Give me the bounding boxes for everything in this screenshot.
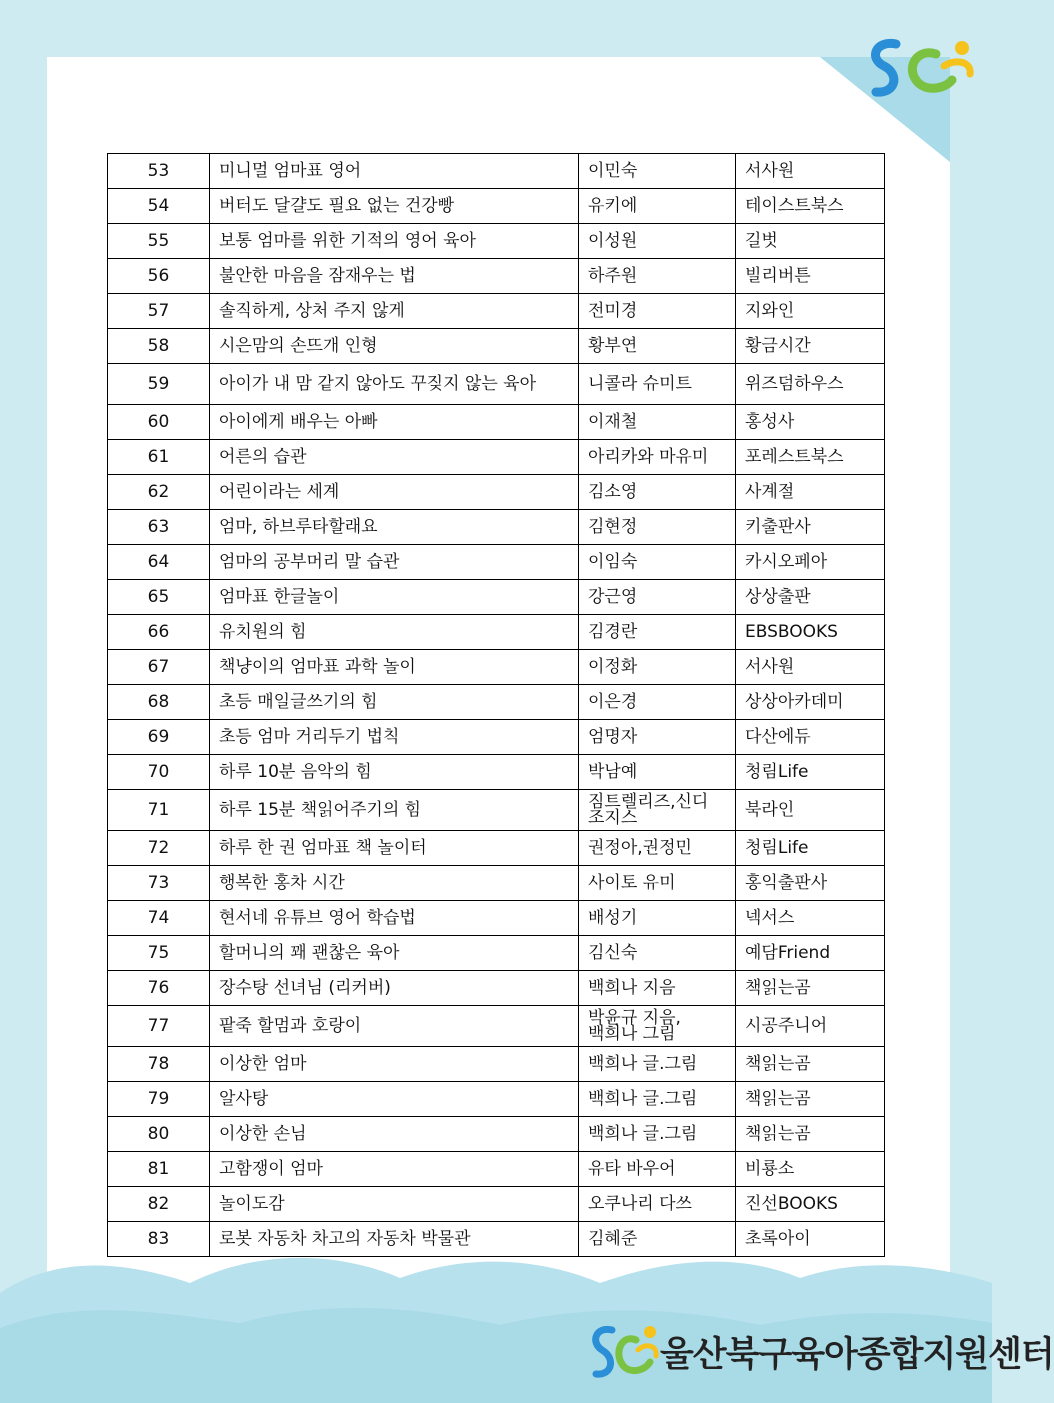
book-publisher-cell: 청림Life — [736, 755, 885, 790]
book-publisher-cell: 서사원 — [736, 154, 885, 189]
table-row — [108, 154, 885, 189]
book-number-cell: 66 — [108, 615, 210, 650]
book-title-cell: 유치원의 힘 — [210, 615, 579, 650]
book-author-cell: 황부연 — [579, 329, 736, 364]
book-title-cell: 책냥이의 엄마표 과학 놀이 — [210, 650, 579, 685]
book-number-cell: 79 — [108, 1082, 210, 1117]
book-title-cell: 고함쟁이 엄마 — [210, 1152, 579, 1187]
book-number-cell: 70 — [108, 755, 210, 790]
book-publisher-cell: 길벗 — [736, 224, 885, 259]
table-row — [108, 545, 885, 580]
book-number-cell: 83 — [108, 1222, 210, 1257]
book-number-cell: 74 — [108, 901, 210, 936]
book-author-cell: 유키에 — [579, 189, 736, 224]
book-publisher-cell: 황금시간 — [736, 329, 885, 364]
book-publisher-cell: 책읽는곰 — [736, 1047, 885, 1082]
book-publisher-cell: 초록아이 — [736, 1222, 885, 1257]
book-title-cell: 솔직하게, 상처 주지 않게 — [210, 294, 579, 329]
center-logo-icon — [590, 1322, 660, 1384]
book-author-cell: 김소영 — [579, 475, 736, 510]
book-publisher-cell: 사계절 — [736, 475, 885, 510]
table-row — [108, 329, 885, 364]
book-number-cell: 76 — [108, 971, 210, 1006]
book-title-cell: 하루 한 권 엄마표 책 놀이터 — [210, 831, 579, 866]
book-number-cell: 73 — [108, 866, 210, 901]
book-publisher-cell: 위즈덤하우스 — [736, 364, 885, 405]
table-row — [108, 866, 885, 901]
book-title-cell: 어른의 습관 — [210, 440, 579, 475]
book-number-cell: 64 — [108, 545, 210, 580]
book-number-cell: 58 — [108, 329, 210, 364]
table-row — [108, 1082, 885, 1117]
book-title-cell: 하루 10분 음악의 힘 — [210, 755, 579, 790]
book-publisher-cell: 홍성사 — [736, 405, 885, 440]
book-title-cell: 아이에게 배우는 아빠 — [210, 405, 579, 440]
book-title-cell: 현서네 유튜브 영어 학습법 — [210, 901, 579, 936]
book-author-cell: 박윤규 지음, 백희나 그림 — [579, 1006, 736, 1047]
book-publisher-cell: 카시오페아 — [736, 545, 885, 580]
book-number-cell: 80 — [108, 1117, 210, 1152]
book-title-cell: 초등 엄마 거리두기 법칙 — [210, 720, 579, 755]
table-row — [108, 510, 885, 545]
book-title-cell: 엄마의 공부머리 말 습관 — [210, 545, 579, 580]
book-author-cell: 백희나 글.그림 — [579, 1082, 736, 1117]
book-publisher-cell: 책읽는곰 — [736, 971, 885, 1006]
table-row — [108, 224, 885, 259]
book-author-cell: 권정아,권정민 — [579, 831, 736, 866]
book-publisher-cell: 포레스트북스 — [736, 440, 885, 475]
book-publisher-cell: 비룡소 — [736, 1152, 885, 1187]
book-publisher-cell: 홍익출판사 — [736, 866, 885, 901]
table-row — [108, 615, 885, 650]
table-row — [108, 580, 885, 615]
table-row — [108, 720, 885, 755]
book-publisher-cell: 책읽는곰 — [736, 1117, 885, 1152]
book-author-cell: 이정화 — [579, 650, 736, 685]
book-title-cell: 장수탕 선녀님 (리커버) — [210, 971, 579, 1006]
book-title-cell: 하루 15분 책읽어주기의 힘 — [210, 790, 579, 831]
book-author-cell: 김현정 — [579, 510, 736, 545]
book-author-cell: 유타 바우어 — [579, 1152, 736, 1187]
book-author-cell: 김신숙 — [579, 936, 736, 971]
table-row — [108, 189, 885, 224]
book-author-cell: 이성원 — [579, 224, 736, 259]
book-number-cell: 75 — [108, 936, 210, 971]
book-number-cell: 82 — [108, 1187, 210, 1222]
book-number-cell: 54 — [108, 189, 210, 224]
book-publisher-cell: 지와인 — [736, 294, 885, 329]
book-title-cell: 놀이도감 — [210, 1187, 579, 1222]
book-title-cell: 불안한 마음을 잠재우는 법 — [210, 259, 579, 294]
table-row — [108, 685, 885, 720]
book-publisher-cell: 다산에듀 — [736, 720, 885, 755]
book-title-cell: 이상한 엄마 — [210, 1047, 579, 1082]
book-title-cell: 이상한 손님 — [210, 1117, 579, 1152]
book-title-cell: 버터도 달걀도 필요 없는 건강빵 — [210, 189, 579, 224]
book-author-cell: 전미경 — [579, 294, 736, 329]
book-number-cell: 72 — [108, 831, 210, 866]
book-author-cell: 사이토 유미 — [579, 866, 736, 901]
book-publisher-cell: 진선BOOKS — [736, 1187, 885, 1222]
book-title-cell: 할머니의 꽤 괜찮은 육아 — [210, 936, 579, 971]
table-row — [108, 790, 885, 831]
book-author-cell: 이임숙 — [579, 545, 736, 580]
book-publisher-cell: 시공주니어 — [736, 1006, 885, 1047]
book-publisher-cell: 서사원 — [736, 650, 885, 685]
table-row — [108, 755, 885, 790]
book-publisher-cell: 키출판사 — [736, 510, 885, 545]
book-author-cell: 김혜준 — [579, 1222, 736, 1257]
book-number-cell: 53 — [108, 154, 210, 189]
book-author-cell: 박남예 — [579, 755, 736, 790]
book-title-cell: 보통 엄마를 위한 기적의 영어 육아 — [210, 224, 579, 259]
book-title-cell: 팥죽 할멈과 호랑이 — [210, 1006, 579, 1047]
table-row — [108, 936, 885, 971]
table-row — [108, 1006, 885, 1047]
book-publisher-cell: 북라인 — [736, 790, 885, 831]
book-number-cell: 77 — [108, 1006, 210, 1047]
book-number-cell: 62 — [108, 475, 210, 510]
table-row — [108, 294, 885, 329]
table-row — [108, 475, 885, 510]
book-title-cell: 아이가 내 맘 같지 않아도 꾸짖지 않는 육아 — [210, 364, 579, 405]
table-row — [108, 1117, 885, 1152]
book-author-cell: 하주원 — [579, 259, 736, 294]
book-author-cell: 이재철 — [579, 405, 736, 440]
table-row — [108, 440, 885, 475]
book-title-cell: 어린이라는 세계 — [210, 475, 579, 510]
book-author-cell: 오쿠나리 다쓰 — [579, 1187, 736, 1222]
book-title-cell: 엄마, 하브루타할래요 — [210, 510, 579, 545]
book-author-cell: 이은경 — [579, 685, 736, 720]
book-number-cell: 69 — [108, 720, 210, 755]
book-number-cell: 55 — [108, 224, 210, 259]
book-author-cell: 김경란 — [579, 615, 736, 650]
book-publisher-cell: 상상출판 — [736, 580, 885, 615]
book-title-cell: 엄마표 한글놀이 — [210, 580, 579, 615]
book-title-cell: 행복한 홍차 시간 — [210, 866, 579, 901]
book-publisher-cell: 상상아카데미 — [736, 685, 885, 720]
book-publisher-cell: 책읽는곰 — [736, 1082, 885, 1117]
book-publisher-cell: 예담Friend — [736, 936, 885, 971]
table-row — [108, 971, 885, 1006]
book-number-cell: 60 — [108, 405, 210, 440]
book-number-cell: 71 — [108, 790, 210, 831]
book-publisher-cell: 청림Life — [736, 831, 885, 866]
book-author-cell: 니콜라 슈미트 — [579, 364, 736, 405]
table-row — [108, 650, 885, 685]
book-list-table — [107, 153, 885, 1257]
book-author-cell: 백희나 글.그림 — [579, 1047, 736, 1082]
book-number-cell: 68 — [108, 685, 210, 720]
table-row — [108, 364, 885, 405]
center-logo-icon — [866, 36, 978, 102]
book-publisher-cell: 넥서스 — [736, 901, 885, 936]
book-author-cell: 강근영 — [579, 580, 736, 615]
book-author-cell: 아리카와 마유미 — [579, 440, 736, 475]
book-author-cell: 배성기 — [579, 901, 736, 936]
book-author-cell: 이민숙 — [579, 154, 736, 189]
book-number-cell: 67 — [108, 650, 210, 685]
book-author-cell: 백희나 지음 — [579, 971, 736, 1006]
book-author-cell: 백희나 글.그림 — [579, 1117, 736, 1152]
table-row — [108, 1047, 885, 1082]
footer-org-name: 울산북구육아종합지원센터 — [660, 1335, 1054, 1375]
table-row — [108, 405, 885, 440]
book-number-cell: 65 — [108, 580, 210, 615]
book-title-cell: 로봇 자동차 차고의 자동차 박물관 — [210, 1222, 579, 1257]
book-number-cell: 57 — [108, 294, 210, 329]
table-row — [108, 259, 885, 294]
table-row — [108, 1152, 885, 1187]
book-number-cell: 59 — [108, 364, 210, 405]
book-number-cell: 63 — [108, 510, 210, 545]
table-row — [108, 1187, 885, 1222]
book-number-cell: 56 — [108, 259, 210, 294]
table-row — [108, 901, 885, 936]
book-number-cell: 78 — [108, 1047, 210, 1082]
book-title-cell: 알사탕 — [210, 1082, 579, 1117]
table-row — [108, 831, 885, 866]
book-publisher-cell: EBSBOOKS — [736, 615, 885, 650]
book-publisher-cell: 빌리버튼 — [736, 259, 885, 294]
book-publisher-cell: 테이스트북스 — [736, 189, 885, 224]
book-title-cell: 초등 매일글쓰기의 힘 — [210, 685, 579, 720]
book-author-cell: 엄명자 — [579, 720, 736, 755]
book-number-cell: 81 — [108, 1152, 210, 1187]
book-author-cell: 짐트렐리즈,신디 조지스 — [579, 790, 736, 831]
book-title-cell: 시은맘의 손뜨개 인형 — [210, 329, 579, 364]
book-title-cell: 미니멀 엄마표 영어 — [210, 154, 579, 189]
book-number-cell: 61 — [108, 440, 210, 475]
table-row — [108, 1222, 885, 1257]
